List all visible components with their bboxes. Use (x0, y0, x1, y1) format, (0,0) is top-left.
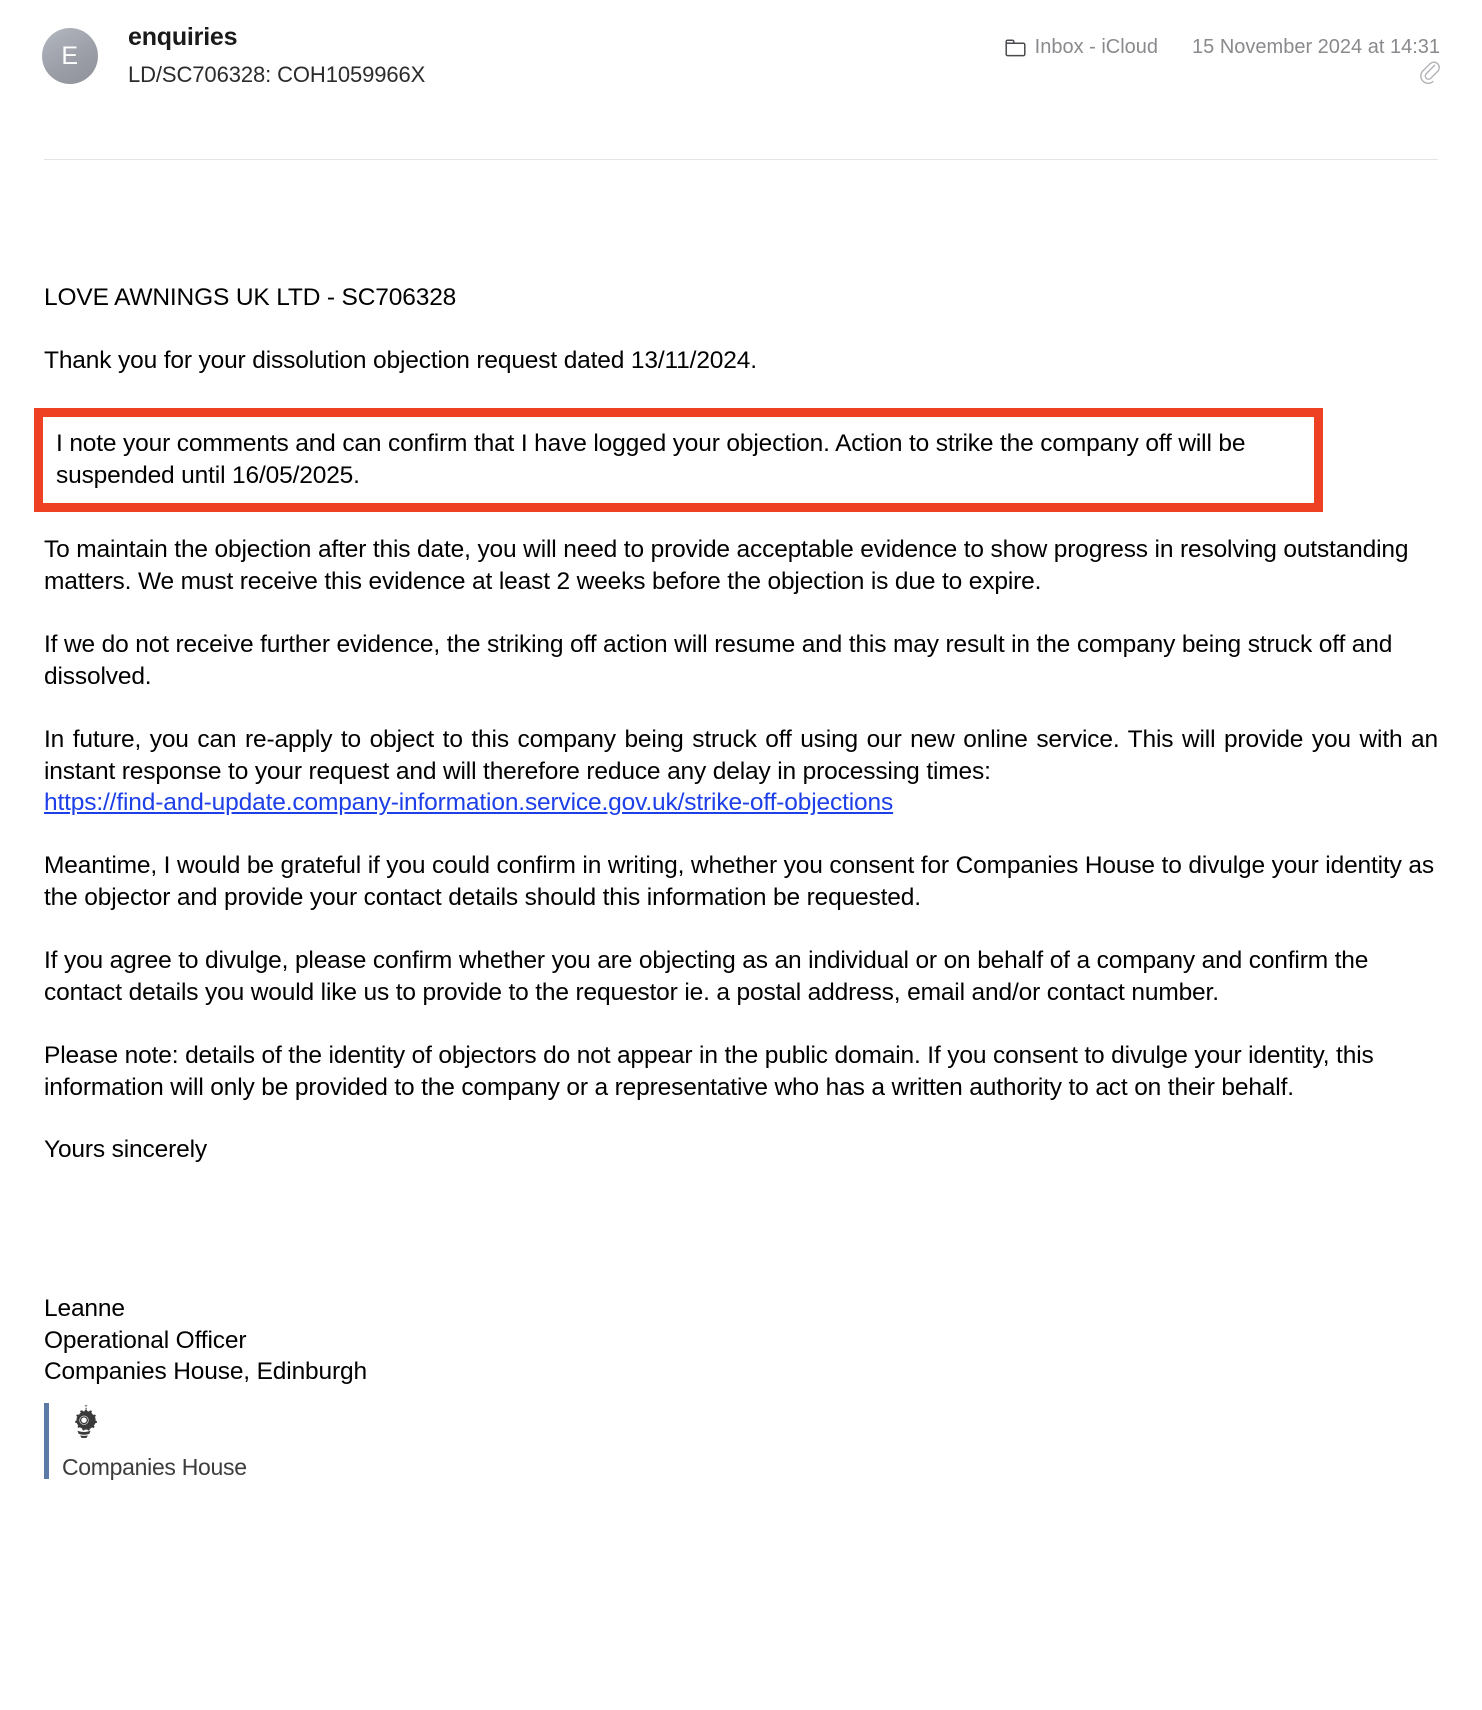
sender-name[interactable]: enquiries (128, 23, 238, 51)
signature-org: Companies House, Edinburgh (44, 1357, 367, 1385)
paragraph-divulge-details: If you agree to divulge, please confirm whether you are objecting as an individual or on behalf of a company and confirm the contact details you would like us to provide to the requestor ie. a postal address, email and/or contact number. (44, 946, 1369, 1006)
header-divider (44, 159, 1438, 160)
signature-spacer (44, 1197, 1438, 1293)
email-subject: LD/SC706328: COH1059966X (128, 62, 426, 88)
email-body (0, 160, 1482, 1479)
paragraph-objection-logged: I note your comments and can confirm that I have logged your objection. Action to strike the company off will be suspended until 16/05/2025. (56, 429, 1246, 489)
paragraph-link (44, 787, 1438, 819)
sender-block (128, 22, 1005, 90)
paragraph-no-evidence: If we do not receive further evidence, the striking off action will resume and this may result in the company being struck off and dissolved. (44, 631, 1393, 690)
paragraph-thanks: Thank you for your dissolution objection request dated 13/11/2024. (44, 346, 757, 374)
highlighted-callout (34, 408, 1323, 513)
paragraph-public-domain-note: Please note: details of the identity of objectors do not appear in the public domain. If you consent to divulge your identity, this information will only be provided to the company or a representative who has a written authority to act on their behalf. (44, 1041, 1374, 1101)
signature-role: Operational Officer (44, 1326, 247, 1354)
avatar[interactable] (42, 28, 98, 84)
logo-inner (62, 1403, 247, 1479)
strike-off-objections-link[interactable]: https://find-and-update.company-information.service.gov.uk/strike-off-objections (44, 789, 894, 817)
logo-accent-bar (44, 1403, 49, 1479)
paragraph-maintain-objection: To maintain the objection after this date, you will need to provide acceptable evidence to show progress in resolving outstanding matters. We must receive this evidence at least 2 weeks before the objection is due to expire. (44, 536, 1409, 596)
mailbox-label[interactable] (1005, 36, 1158, 59)
logo-wordmark: Companies House (62, 1454, 247, 1481)
company-reference: LOVE AWNINGS UK LTD - SC706328 (44, 284, 457, 311)
avatar-initial: E (61, 41, 79, 70)
signature-name: Leanne (44, 1295, 125, 1323)
signature-block (44, 1293, 1438, 1387)
paragraph-future-service: In future, you can re-apply to object to this company being struck off using our new online service. This will provide you with an instant response to your request and will therefore reduce any delay in processing times: (44, 725, 1438, 785)
header-meta (1005, 36, 1440, 59)
paperclip-icon[interactable] (1418, 58, 1440, 84)
email-date: 15 November 2024 at 14:31 (1192, 36, 1440, 58)
signoff: Yours sincerely (44, 1136, 207, 1164)
email-header (0, 0, 1482, 160)
header-row (42, 22, 1440, 90)
royal-crest-icon (64, 1403, 247, 1443)
mailbox-name: Inbox - iCloud (1034, 36, 1159, 58)
paragraph-meantime-consent: Meantime, I would be grateful if you could confirm in writing, whether you consent for Companies House to divulge your identity as the objector and provide your contact details should this information be requested. (44, 852, 1434, 912)
folder-icon (1005, 39, 1026, 57)
companies-house-logo (44, 1403, 1438, 1479)
